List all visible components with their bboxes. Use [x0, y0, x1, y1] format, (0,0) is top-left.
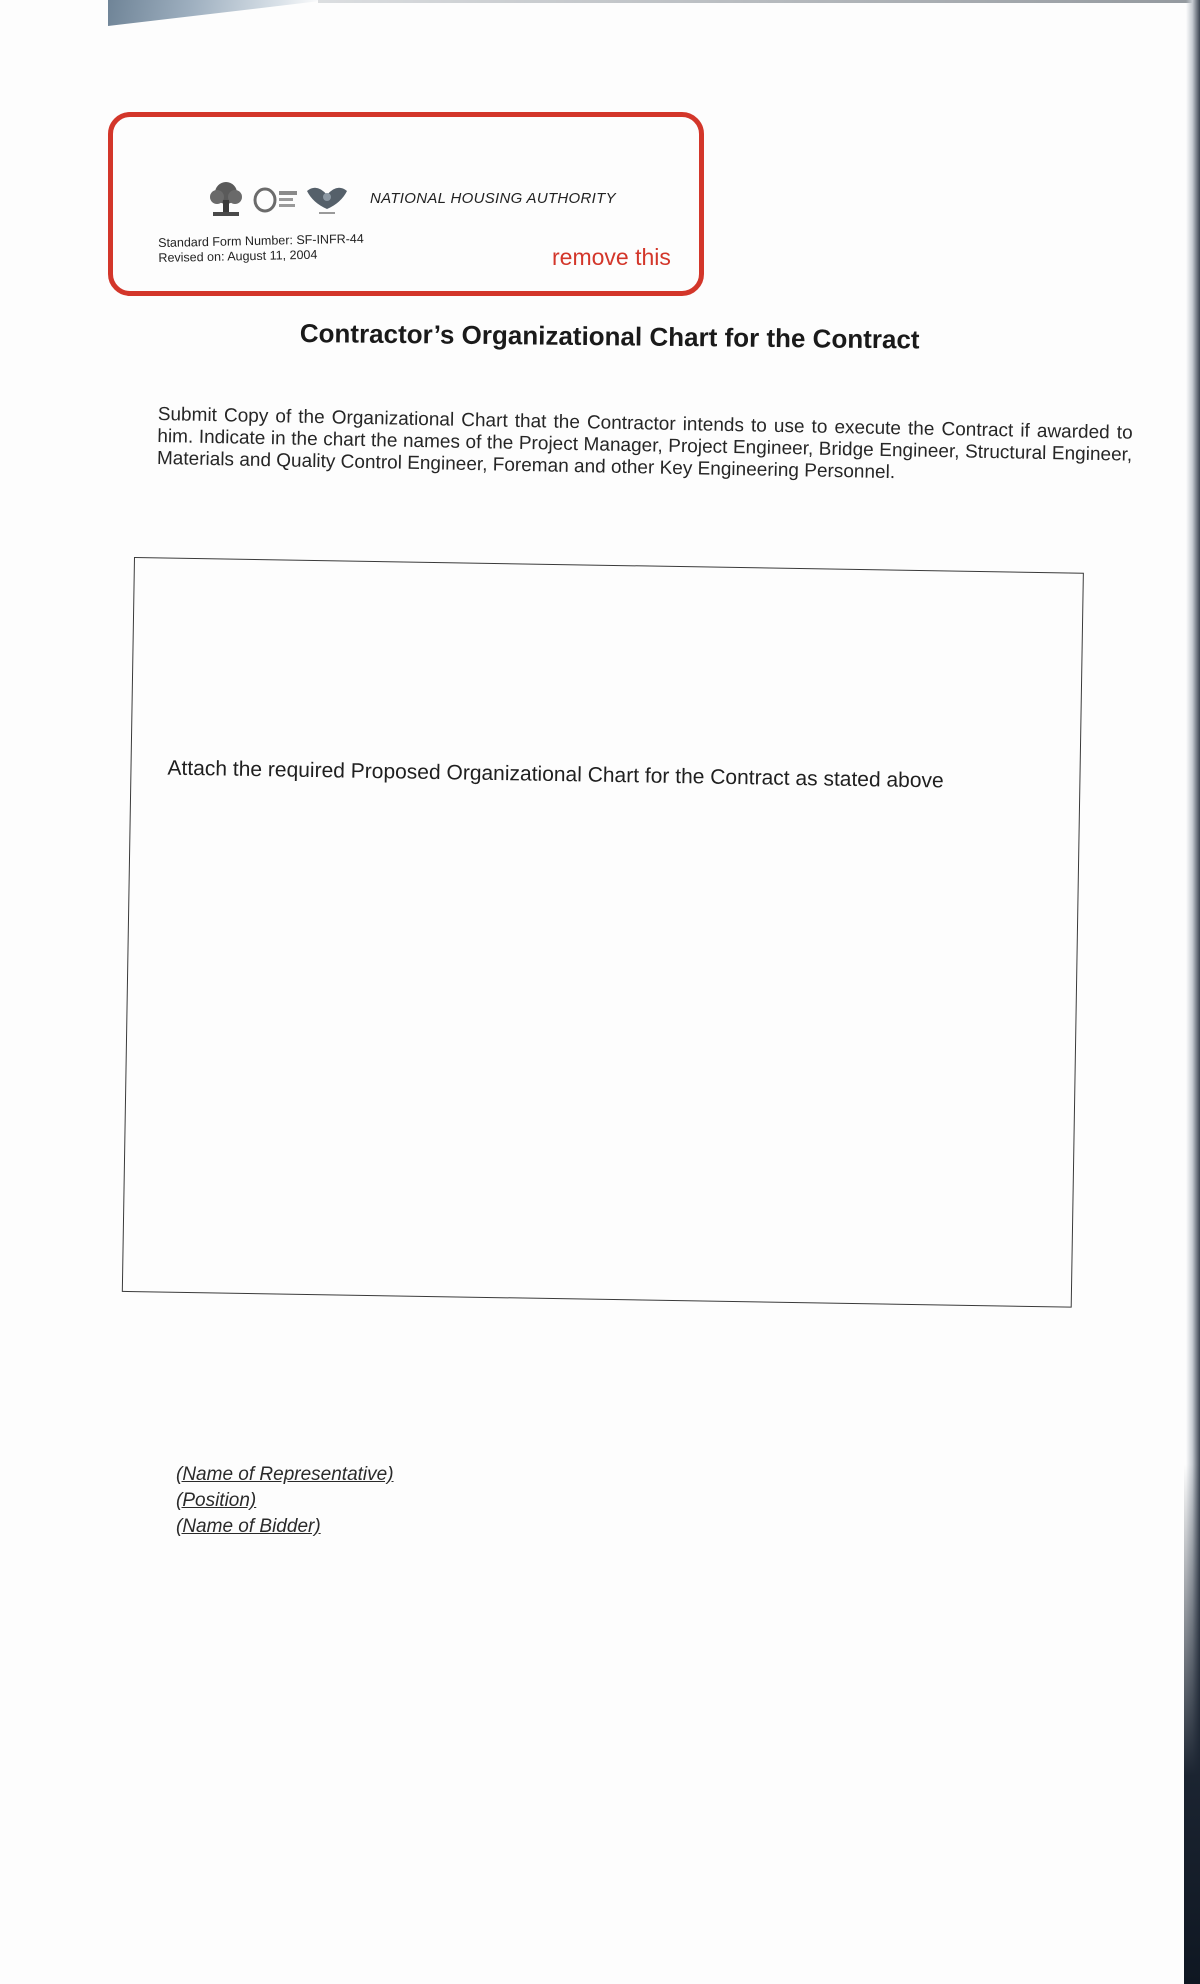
scan-corner-artifact: [108, 0, 318, 26]
form-info: [158, 232, 364, 266]
attachment-instruction: Attach the required Proposed Organizational Chart for the Contract as stated above: [167, 756, 944, 793]
remove-annotation: remove this: [552, 244, 671, 270]
tree-logo-icon: [205, 180, 247, 220]
attachment-box: [122, 557, 1084, 1308]
signature-block: [176, 1462, 394, 1540]
bird-emblem-icon: [305, 181, 349, 219]
agency-name: NATIONAL HOUSING AUTHORITY: [370, 190, 616, 207]
representative-name-line: (Name of Representative): [176, 1464, 394, 1485]
position-line: (Position): [176, 1490, 257, 1511]
scan-bottom-right-shadow: [1184, 1464, 1200, 1984]
revision-date: Revised on: August 11, 2004: [158, 247, 318, 265]
bidder-name-line: (Name of Bidder): [176, 1516, 321, 1537]
instructions-paragraph: Submit Copy of the Organizational Chart that the Contractor intends to use to execute the Contract if awarded to him. Indicate in the chart the names of the Project Manager, Project Engineer, Bridge Engineer, Structural Engineer, Materials and Quality Control Engineer, Foreman and other Key Engineering Personnel.: [156, 404, 1133, 484]
form-number: Standard Form Number: SF-INFR-44: [158, 231, 364, 250]
page-title: Contractor’s Organizational Chart for the Contract: [299, 318, 920, 355]
header-logos: [205, 180, 349, 220]
agency-text-logo-icon: [251, 185, 301, 215]
scan-top-edge: [318, 0, 1200, 3]
